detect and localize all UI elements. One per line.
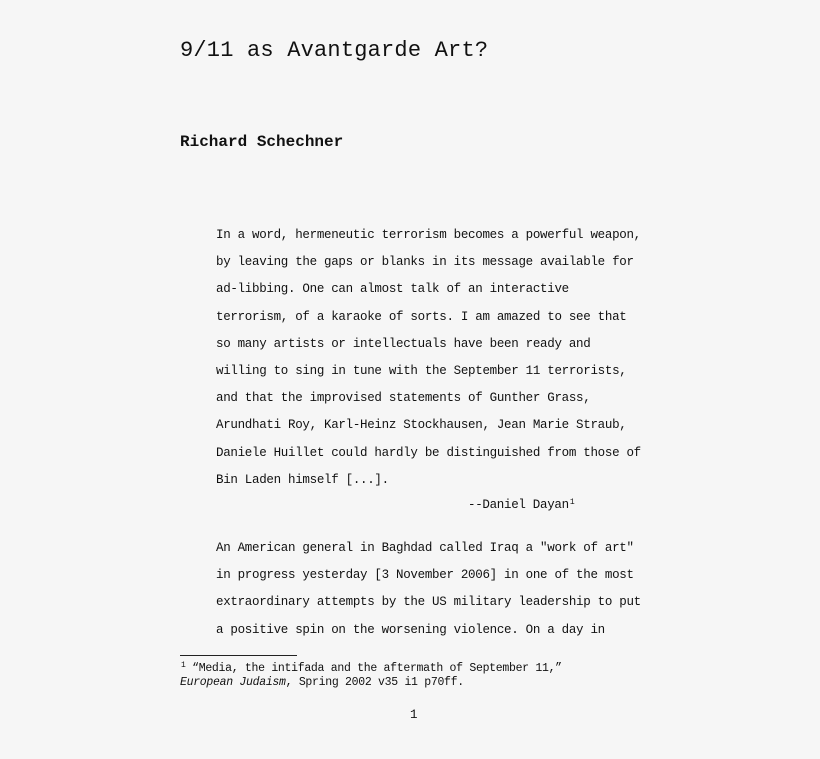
- quote-line: Daniele Huillet could hardly be distinguished from those of: [216, 445, 641, 460]
- footnote-line-1: [180, 659, 562, 676]
- quote-line: extraordinary attempts by the US military leadership to put: [216, 595, 641, 610]
- author-name: Richard Schechner: [180, 133, 344, 151]
- quote-line: In a word, hermeneutic terrorism becomes a powerful weapon,: [216, 228, 641, 242]
- page-number: 1: [410, 708, 418, 722]
- quote-line: ad-libbing. One can almost talk of an interactive: [216, 282, 569, 297]
- quote-line: a positive spin on the worsening violence. On a day in: [216, 622, 605, 637]
- quote-line: so many artists or intellectuals have been ready and: [216, 336, 591, 351]
- quote-line: and that the improvised statements of Gunther Grass,: [216, 391, 591, 406]
- block-quote-dayan: [216, 222, 641, 494]
- block-quote-general: [216, 535, 641, 644]
- document-title: 9/11 as Avantgarde Art?: [180, 38, 489, 63]
- quote-line: An American general in Baghdad called Iraq a "work of art": [216, 541, 634, 555]
- quote-line: Bin Laden himself [...].: [216, 472, 389, 487]
- quote-line: by leaving the gaps or blanks in its message available for: [216, 255, 634, 270]
- footnote-text-b: , Spring 2002 v35 i1 p70ff.: [285, 676, 464, 689]
- quote-attribution: [468, 498, 574, 512]
- attribution-text: --Daniel Dayan: [468, 498, 569, 512]
- quote-line: willing to sing in tune with the September 11 terrorists,: [216, 363, 627, 378]
- quote-line: Arundhati Roy, Karl-Heinz Stockhausen, Jean Marie Straub,: [216, 418, 627, 433]
- footnote-marker: 1: [181, 661, 186, 670]
- quote-line: in progress yesterday [3 November 2006] in one of the most: [216, 568, 634, 583]
- quote-line: terrorism, of a karaoke of sorts. I am amazed to see that: [216, 309, 627, 324]
- footnote-line-2: [180, 676, 562, 690]
- footnote-publication: European Judaism: [180, 676, 286, 689]
- footnote-reference[interactable]: 1: [569, 498, 575, 507]
- footnote-separator: [180, 655, 297, 656]
- footnote: [180, 659, 562, 690]
- footnote-text-a: “Media, the intifada and the aftermath of September 11,”: [185, 662, 562, 675]
